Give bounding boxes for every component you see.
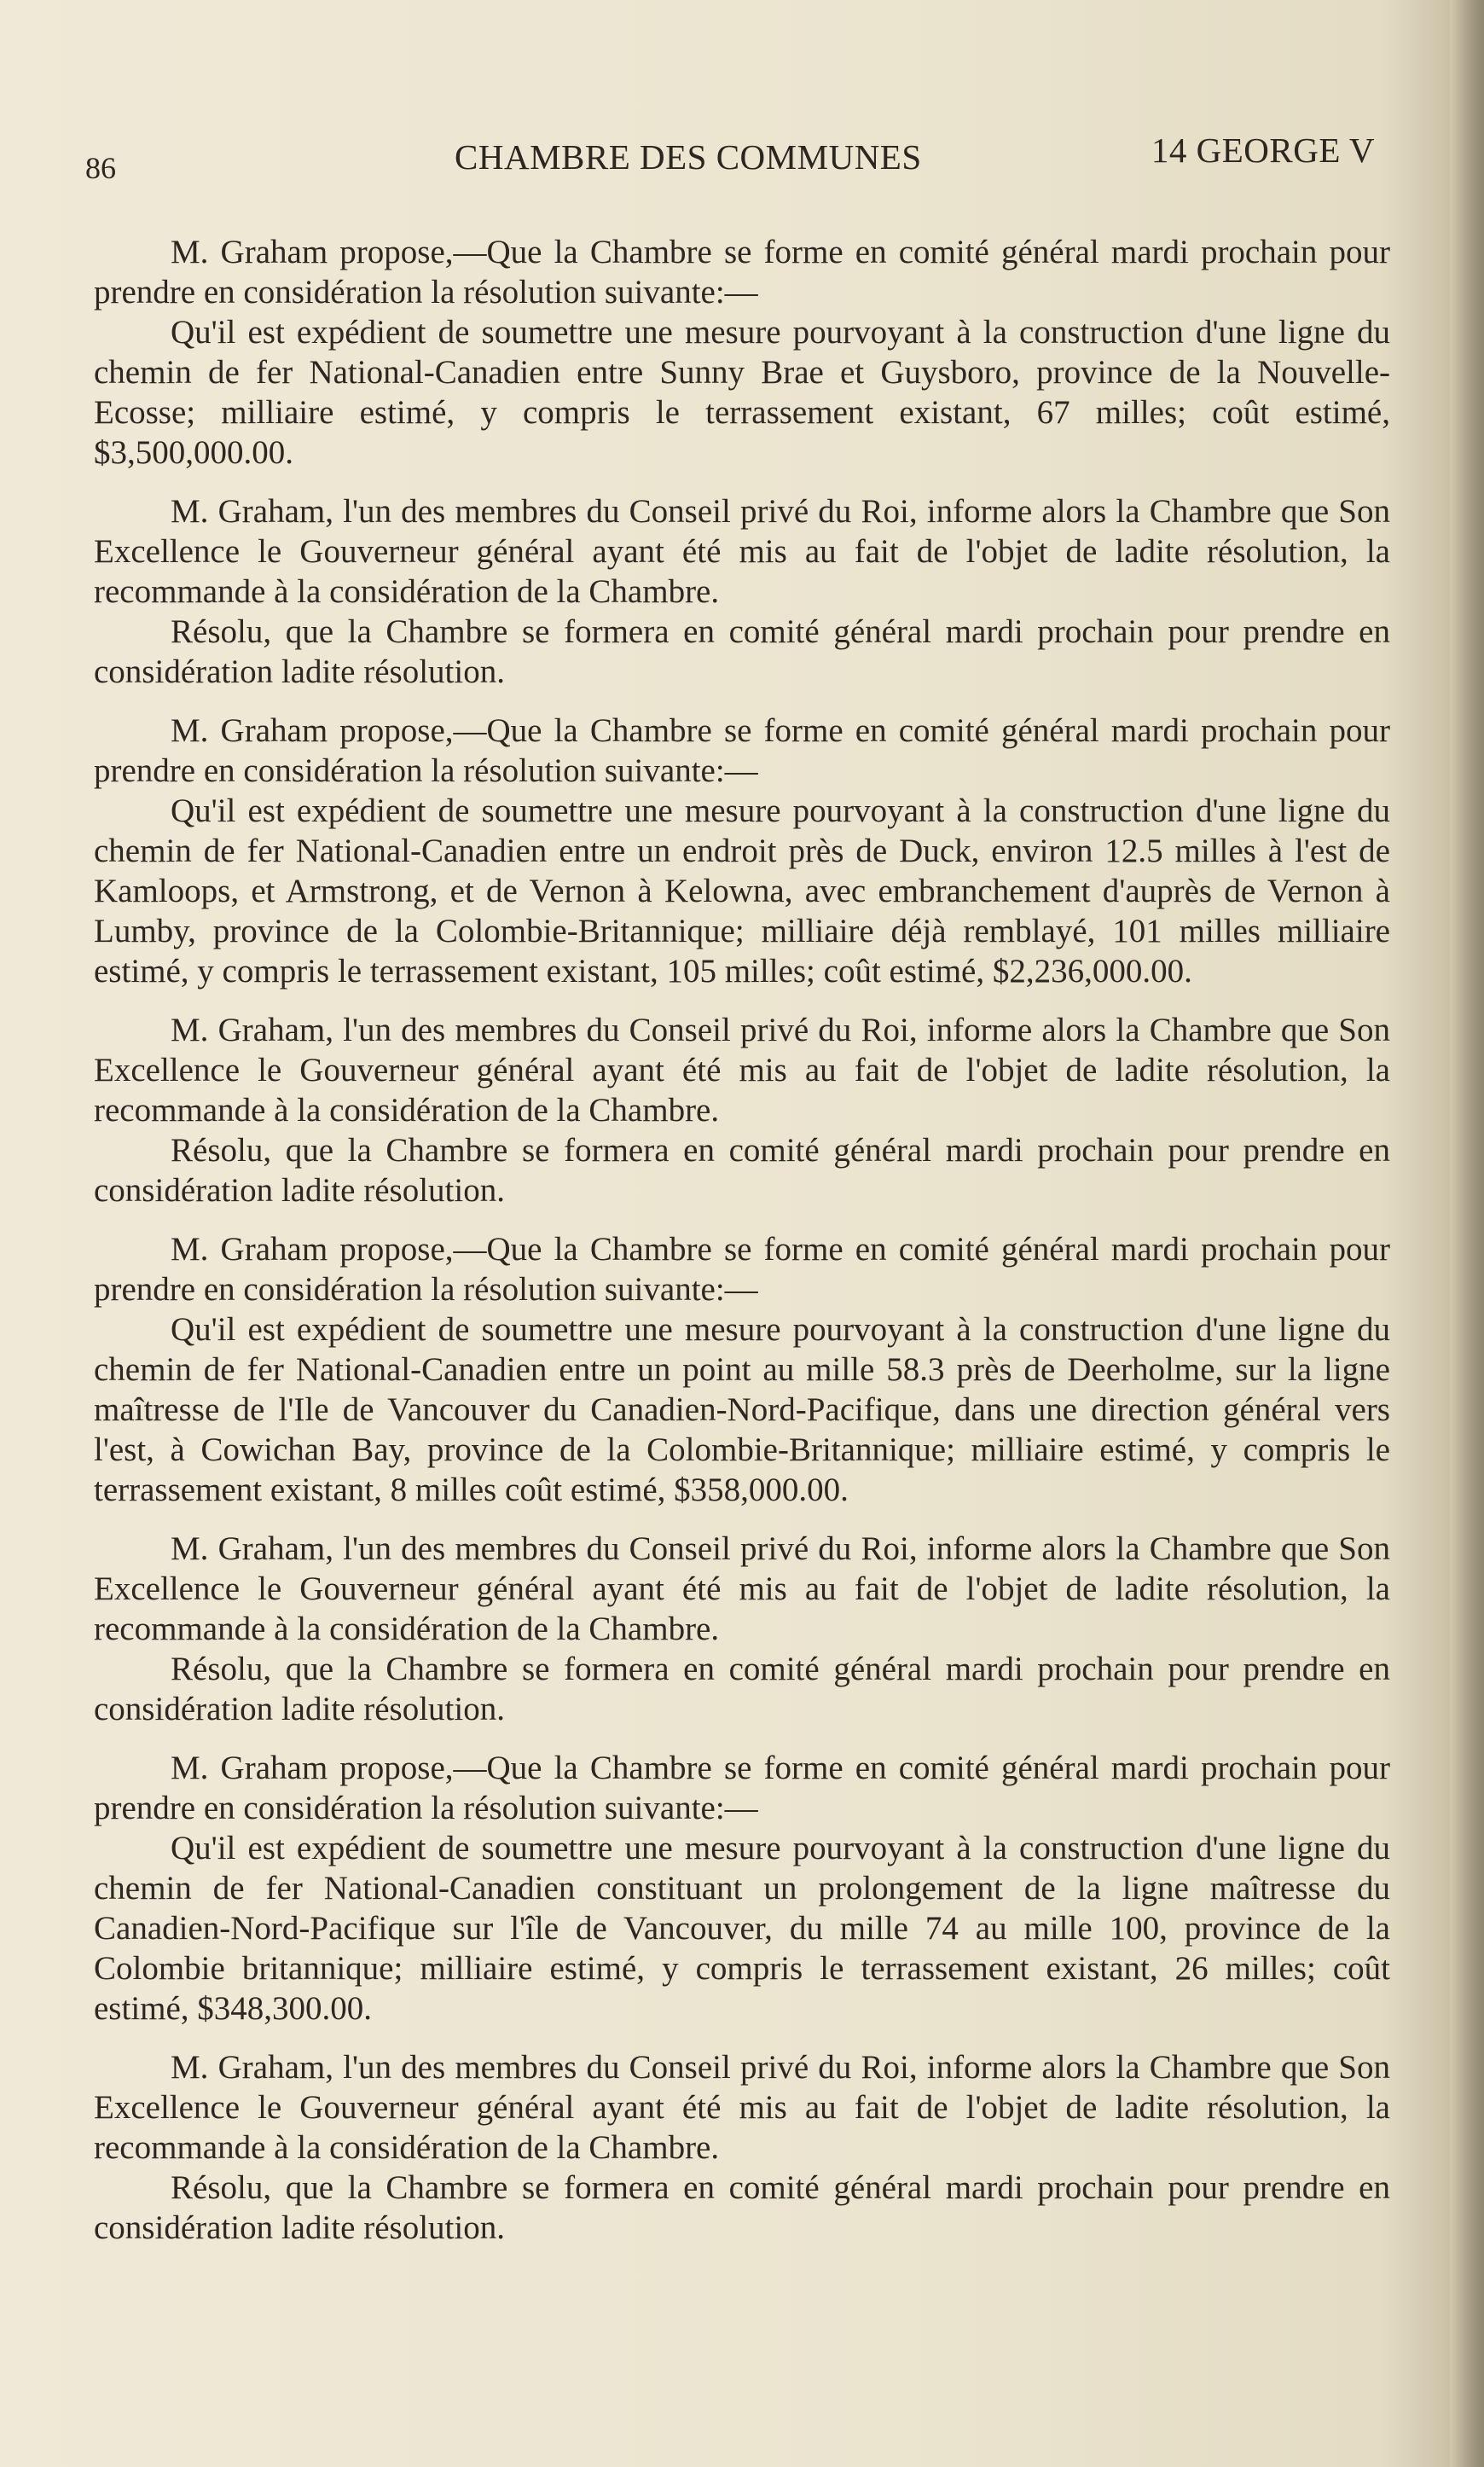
resolution-text-paragraph: Qu'il est expédient de soumettre une mesure pourvoyant à la construction d'une ligne du chemin de fer National-Canadien constituant un prolongement de la ligne maîtresse du Canadien-Nord-Pacifique sur l'île de Vancouver, du mille 74 au mille 100, province de la Colombie britannique; milliaire estimé, y compris le terrassement existant, 26 milles; coût estimé, $348,300.00. <box>94 1830 1390 2027</box>
header-title: CHAMBRE DES COMMUNES <box>455 137 922 177</box>
resolved-paragraph: Résolu, que la Chambre se formera en comité général mardi prochain pour prendre en considération ladite résolution. <box>94 2169 1390 2246</box>
recommendation-paragraph: M. Graham, l'un des membres du Conseil privé du Roi, informe alors la Chambre que Son Excellence le Gouverneur général ayant été mis au fait de l'objet de ladite résolution, la recommande à la considération de la Chambre. <box>94 1530 1390 1647</box>
motion-paragraph: M. Graham propose,—Que la Chambre se forme en comité général mardi prochain pour prendre en considération la résolution suivante:— <box>94 234 1390 311</box>
body-text <box>94 232 1390 2248</box>
book-spine-shadow <box>1450 0 1484 2467</box>
running-header <box>85 128 1382 185</box>
header-session: 14 GEORGE V <box>1151 131 1375 170</box>
page-number: 86 <box>85 151 116 185</box>
resolution-text-paragraph: Qu'il est expédient de soumettre une mesure pourvoyant à la construction d'une ligne du chemin de fer National-Canadien entre un point au mille 58.3 près de Deerholme, sur la ligne maîtresse de l'Ile de Vancouver du Canadien-Nord-Pacifique, dans une direction général vers l'est, à Cowichan Bay, province de la Colombie-Britannique; milliaire estimé, y compris le terrassement existant, 8 milles coût estimé, $358,000.00. <box>94 1311 1390 1508</box>
recommendation-paragraph: M. Graham, l'un des membres du Conseil privé du Roi, informe alors la Chambre que Son Excellence le Gouverneur général ayant été mis au fait de l'objet de ladite résolution, la recommande à la considération de la Chambre. <box>94 1012 1390 1129</box>
resolved-paragraph: Résolu, que la Chambre se formera en comité général mardi prochain pour prendre en considération ladite résolution. <box>94 613 1390 690</box>
motion-paragraph: M. Graham propose,—Que la Chambre se forme en comité général mardi prochain pour prendre en considération la résolution suivante:— <box>94 712 1390 789</box>
resolution-text-paragraph: Qu'il est expédient de soumettre une mesure pourvoyant à la construction d'une ligne du chemin de fer National-Canadien entre Sunny Brae et Guysboro, province de la Nouvelle-Ecosse; milliaire estimé, y compris le terrassement existant, 67 milles; coût estimé, $3,500,000.00. <box>94 314 1390 471</box>
recommendation-paragraph: M. Graham, l'un des membres du Conseil privé du Roi, informe alors la Chambre que Son Excellence le Gouverneur général ayant été mis au fait de l'objet de ladite résolution, la recommande à la considération de la Chambre. <box>94 493 1390 610</box>
resolution-text-paragraph: Qu'il est expédient de soumettre une mesure pourvoyant à la construction d'une ligne du chemin de fer National-Canadien entre un endroit près de Duck, environ 12.5 milles à l'est de Kamloops, et Armstrong, et de Vernon à Kelowna, avec embranchement d'auprès de Vernon à Lumby, province de la Colombie-Britannique; milliaire déjà remblayé, 101 milles milliaire estimé, y compris le terrassement existant, 105 milles; coût estimé, $2,236,000.00. <box>94 792 1390 990</box>
motion-paragraph: M. Graham propose,—Que la Chambre se forme en comité général mardi prochain pour prendre en considération la résolution suivante:— <box>94 1231 1390 1308</box>
recommendation-paragraph: M. Graham, l'un des membres du Conseil privé du Roi, informe alors la Chambre que Son Excellence le Gouverneur général ayant été mis au fait de l'objet de ladite résolution, la recommande à la considération de la Chambre. <box>94 2049 1390 2166</box>
resolved-paragraph: Résolu, que la Chambre se formera en comité général mardi prochain pour prendre en considération ladite résolution. <box>94 1651 1390 1727</box>
resolved-paragraph: Résolu, que la Chambre se formera en comité général mardi prochain pour prendre en considération ladite résolution. <box>94 1132 1390 1209</box>
motion-paragraph: M. Graham propose,—Que la Chambre se forme en comité général mardi prochain pour prendre en considération la résolution suivante:— <box>94 1750 1390 1826</box>
